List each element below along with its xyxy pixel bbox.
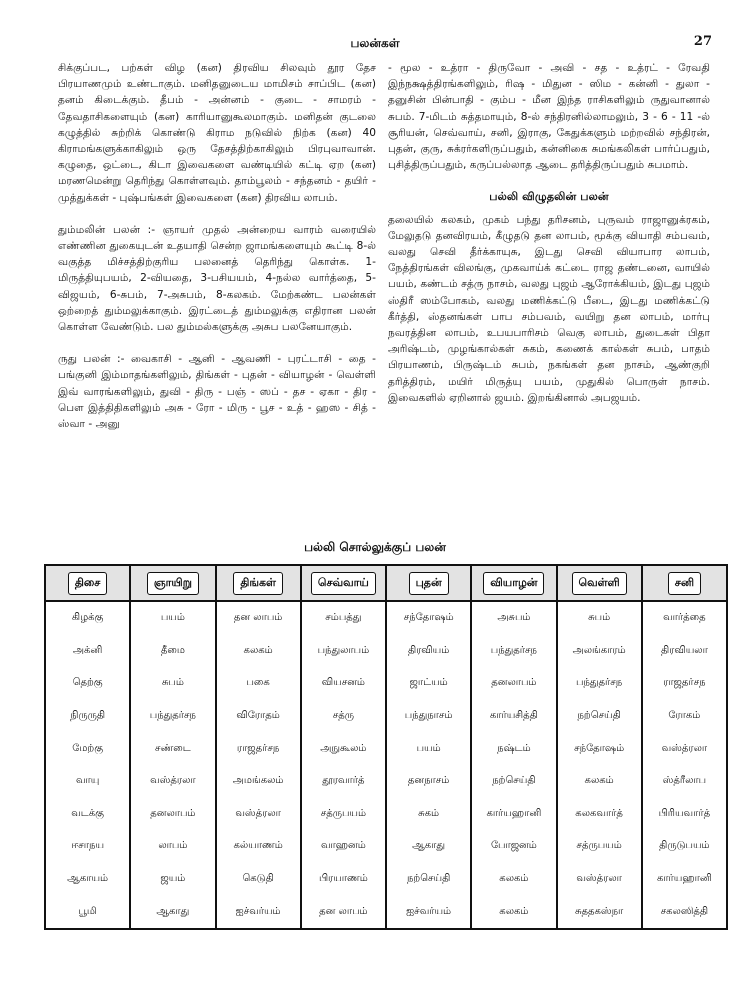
page-header (0, 34, 750, 56)
result-cell: பயம் (386, 732, 471, 765)
result-cell: சம்பத்து (301, 601, 386, 635)
result-cell: தன லாபம் (301, 895, 386, 929)
result-cell: ஆகாது (386, 830, 471, 863)
direction-cell: வடக்கு (45, 798, 130, 831)
left-column (58, 60, 376, 448)
direction-cell: வாயு (45, 765, 130, 798)
result-cell: திரவியலா (642, 635, 727, 668)
result-cell: வார்த்தை (642, 601, 727, 635)
paragraph-text: தலையில் கலகம், முகம் பந்து தரிசனம், புருவம் ராஜானுக்ரகம், மேலுதடு தனவிரயம், கீழுதடு தன லாபம், மூக்கு வியாதி சம்பவம், வலது செவி தீர்க்காயுசு, இடது செவி வியாபார லாபம், நேத்திரங்கள் விலங்கு, முகவாய்க் கட்டை ராஜ தண்டனை, வாயில் பயம், கண்டம் சத்ரு நாசம், வலது புஜம் ஆரோக்கியம், இடது புஜம் ஸ்திரீ ஸம்போகம், வலது மணிக்கட்டு பீடை, இடது மணிக்கட்டு கீர்த்தி, ஸ்தனங்கள் பாப சம்பவம், வயிறு தன லாபம், மார்பு நவரத்தின லாபம், உபயபாரிசம் வெகு லாபம், துடைகள் பிதா அரிஷ்டம், முழங்கால்கள் சுகம், கணைக் கால்கள் சுபம், பாதம் பிரயாணம், பிருஷ்டம் சுபம், நகங்கள் தன நாசம், ஆண்குறி தரித்திரம், மயிர் மிருத்யு பயம், முதுகில் பொருள் நாசம். இவைகளில் ஏறினால் ஜயம். இறங்கினால் அபஜயம். (388, 213, 710, 404)
column-header-label: வியாழன் (483, 572, 544, 595)
column-header (45, 565, 130, 601)
direction-cell: மேற்கு (45, 732, 130, 765)
result-cell: அசுபம் (471, 601, 556, 635)
column-header (216, 565, 301, 601)
result-cell: சந்தோஷம் (557, 732, 642, 765)
paragraph-text: - மூல - உத்ரா - திருவோ - அவி - சத - உத்ரட் - ரேவதி இந்நக்ஷத்திரங்களிலும், ரிஷ - மிதுன - ஸிம - கன்னி - துலா - தனுசின் பின்பாதி - கும்ப - மீன இந்த ராசிகளிலும் ருதுவானால் சுபம். 7-மிடம் சுத்தமாயும், 8-ல் சந்திரனில்லாமலும், 3 - 6 - 11 -ல் சூரியன், செவ்வாய், சனி, இராகு, கேதுக்களும் மற்றவில் சந்திரன், புதன், குரு, சுக்ரர்களிருப்பதும், கன்னிகை சுமங்கலிகள் பார்ப்பதும், புசித்திருப்பதும், கருப்பல்லாத ஆடை தரித்திருப்பதும் சுபமாம். (388, 62, 710, 172)
paragraph-dreams (58, 60, 376, 206)
result-cell: ஜாட்யம் (386, 667, 471, 700)
running-title: பலன்கள் (350, 36, 400, 50)
column-header (301, 565, 386, 601)
result-cell: வாஹனம் (301, 830, 386, 863)
paragraph-puberty-continued (388, 60, 710, 173)
result-cell: பயம் (130, 601, 215, 635)
column-header (557, 565, 642, 601)
column-header-label: ஞாயிறு (147, 572, 199, 595)
result-cell: சத்ருபயம் (557, 830, 642, 863)
result-cell: தனநாசம் (386, 765, 471, 798)
result-cell: பிரியவார்த் (642, 798, 727, 831)
paragraph-text: ருது பலன் :- வைகாசி - ஆனி - ஆவணி - புரட்டாசி - தை - பங்குனி இம்மாதங்களிலும், திங்கள் - புதன் - வியாழன் - வெள்ளி இவ் வாரங்களிலும், துவி - திரு - பஞ் - ஸப் - தச - ஏகா - திர - பௌ இத்திதிகளிலும் அசு - ரோ - மிரு - பூச - உத் - ஹஸ - சித் - ஸ்வா - அனு (58, 353, 376, 431)
column-header (471, 565, 556, 601)
result-cell: போஜனம் (471, 830, 556, 863)
result-cell: நற்செய்தி (471, 765, 556, 798)
direction-cell: நிருருதி (45, 700, 130, 733)
direction-cell: ஈசாநய (45, 830, 130, 863)
direction-cell: அக்னி (45, 635, 130, 668)
result-cell: நற்செய்தி (386, 863, 471, 896)
result-cell: கார்யஹானி (471, 798, 556, 831)
column-header-label: சனி (668, 572, 701, 595)
result-cell: வஸ்த்ரலா (130, 765, 215, 798)
result-cell: திரவியம் (386, 635, 471, 668)
result-cell: பந்துலாபம் (301, 635, 386, 668)
direction-cell: பூமி (45, 895, 130, 929)
result-cell: கல்யாணம் (216, 830, 301, 863)
result-cell: வஸ்த்ரலா (216, 798, 301, 831)
result-cell: ராஜதர்சந (216, 732, 301, 765)
table-row (45, 635, 727, 668)
result-cell: வியசனம் (301, 667, 386, 700)
table-row (45, 798, 727, 831)
result-cell: அமங்கலம் (216, 765, 301, 798)
result-cell: கலகம் (471, 895, 556, 929)
table-row (45, 895, 727, 929)
result-cell: தீமை (130, 635, 215, 668)
result-cell: பந்துதர்சந (557, 667, 642, 700)
direction-cell: கிழக்கு (45, 601, 130, 635)
right-column (388, 60, 710, 422)
result-cell: சண்டை (130, 732, 215, 765)
result-cell: கார்யசித்தி (471, 700, 556, 733)
result-cell: பந்துநாசம் (386, 700, 471, 733)
result-cell: ஸ்த்ரீலாப (642, 765, 727, 798)
column-header-label: திங்கள் (233, 572, 283, 595)
result-cell: சுததகஸ்நா (557, 895, 642, 929)
result-cell: ஜயம் (130, 863, 215, 896)
result-cell: பகை (216, 667, 301, 700)
column-header (386, 565, 471, 601)
column-header-label: செவ்வாய் (311, 572, 376, 595)
table-row (45, 765, 727, 798)
result-cell: நற்செய்தி (557, 700, 642, 733)
paragraph-text: சிக்குப்பட, பற்கள் விழ (கன) திரவிய சிலவும் தூர தேச பிரயாணமும் உண்டாகும். மனிதனுடைய மாமிசம் சாப்பிட (கன) தனம் கிடைக்கும். தீபம் - அன்னம் - குடை - சாமரம் - தேவதாசிகளையும் (கன) காரியானுகூலமாகும். மனிதன் குடலை கழுத்தில் சுற்றிக் கொண்டு கிராம நடுவில் நிற்க (கன) 40 கிராமங்களுக்காகிலும் ஒரு தேசத்திற்காகிலும் பிரபுவாவான். கழுதை, ஒட்டை, கிடா இவைகளை வண்டியில் கட்டி ஏற (கன) மரணமென்று தெரிந்து கொள்ளவும். தாம்பூலம் - சந்தனம் - தயிர் - முத்துக்கள் - புஷ்பங்கள் இவைகளை (கன) திரவிய லாபம். (58, 62, 376, 204)
paragraph-text: தும்மலின் பலன் :- ஞாயர் முதல் அன்றைய வாரம் வரையில் எண்ணின துகையுடன் உதயாதி சென்ற ஜாமங்களையும் கூட்டி 8-ல் வகுத்த மிச்சத்திற்குரிய பலனைத் தெரிந்து கொள்க. 1-மிருத்தியுபயம், 2-வியதை, 3-பசியயம், 4-நல்ல வார்த்தை, 5-விஜயம், 6-சுபம், 7-அசுபம், 8-கலகம். மேற்கண்ட பலன்கள் ஒற்றைத் தும்மலுக்காகும். இரட்டைத் தும்மலுக்கு எதிரான பலன் கொள்ள வேண்டும். பல தும்மல்களுக்கு அசுப பலனேயாகும். (58, 223, 376, 334)
result-cell: தனலாபம் (130, 798, 215, 831)
table-row (45, 601, 727, 635)
result-cell: அலங்காரம் (557, 635, 642, 668)
section-heading-lizard-fall: பல்லி விழுதலின் பலன் (489, 190, 609, 204)
result-cell: சந்தோஷம் (386, 601, 471, 635)
direction-cell: ஆகாயம் (45, 863, 130, 896)
lizard-sound-table (44, 564, 728, 930)
table-row (45, 732, 727, 765)
table-row (45, 700, 727, 733)
column-header-label: திசை (68, 572, 108, 595)
table-row (45, 830, 727, 863)
result-cell: பிரயாணம் (301, 863, 386, 896)
table-heading: பல்லி சொல்லுக்குப் பலன் (304, 540, 446, 554)
result-cell: நஷ்டம் (471, 732, 556, 765)
result-cell: திருடுபயம் (642, 830, 727, 863)
result-cell: லாபம் (130, 830, 215, 863)
result-cell: கார்யஹானி (642, 863, 727, 896)
column-header-label: புதன் (409, 572, 449, 595)
column-header (130, 565, 215, 601)
table-body (45, 601, 727, 929)
result-cell: சுபம் (557, 601, 642, 635)
result-cell: கலகம் (471, 863, 556, 896)
result-cell: சத்ரு (301, 700, 386, 733)
result-cell: கலகம் (216, 635, 301, 668)
result-cell: சுகம் (386, 798, 471, 831)
result-cell: பந்துதர்சந (130, 700, 215, 733)
result-cell: தூரவார்த் (301, 765, 386, 798)
table-row (45, 863, 727, 896)
result-cell: தனலாபம் (471, 667, 556, 700)
result-cell: ஐச்வர்யம் (386, 895, 471, 929)
result-cell: கலகவார்த் (557, 798, 642, 831)
paragraph-lizard-fall (388, 212, 710, 406)
result-cell: ரோகம் (642, 700, 727, 733)
result-cell: தன லாபம் (216, 601, 301, 635)
result-cell: அநுகூலம் (301, 732, 386, 765)
paragraph-sneeze (58, 222, 376, 335)
result-cell: ஐச்வர்யம் (216, 895, 301, 929)
result-cell: சுபம் (130, 667, 215, 700)
result-cell: விரோதம் (216, 700, 301, 733)
page-number: 27 (693, 34, 712, 49)
result-cell: வஸ்த்ரலா (557, 863, 642, 896)
result-cell: ஆகாது (130, 895, 215, 929)
result-cell: பந்துதர்சந (471, 635, 556, 668)
result-cell: கெடுதி (216, 863, 301, 896)
result-cell: வஸ்த்ரலா (642, 732, 727, 765)
table-header-row (45, 565, 727, 601)
result-cell: கலகம் (557, 765, 642, 798)
result-cell: சகலஸித்தி (642, 895, 727, 929)
result-cell: சத்ருபயம் (301, 798, 386, 831)
column-header (642, 565, 727, 601)
column-header-label: வெள்ளி (572, 572, 627, 595)
table-row (45, 667, 727, 700)
paragraph-puberty (58, 351, 376, 432)
result-cell: ராஜதர்சந (642, 667, 727, 700)
direction-cell: தெற்கு (45, 667, 130, 700)
